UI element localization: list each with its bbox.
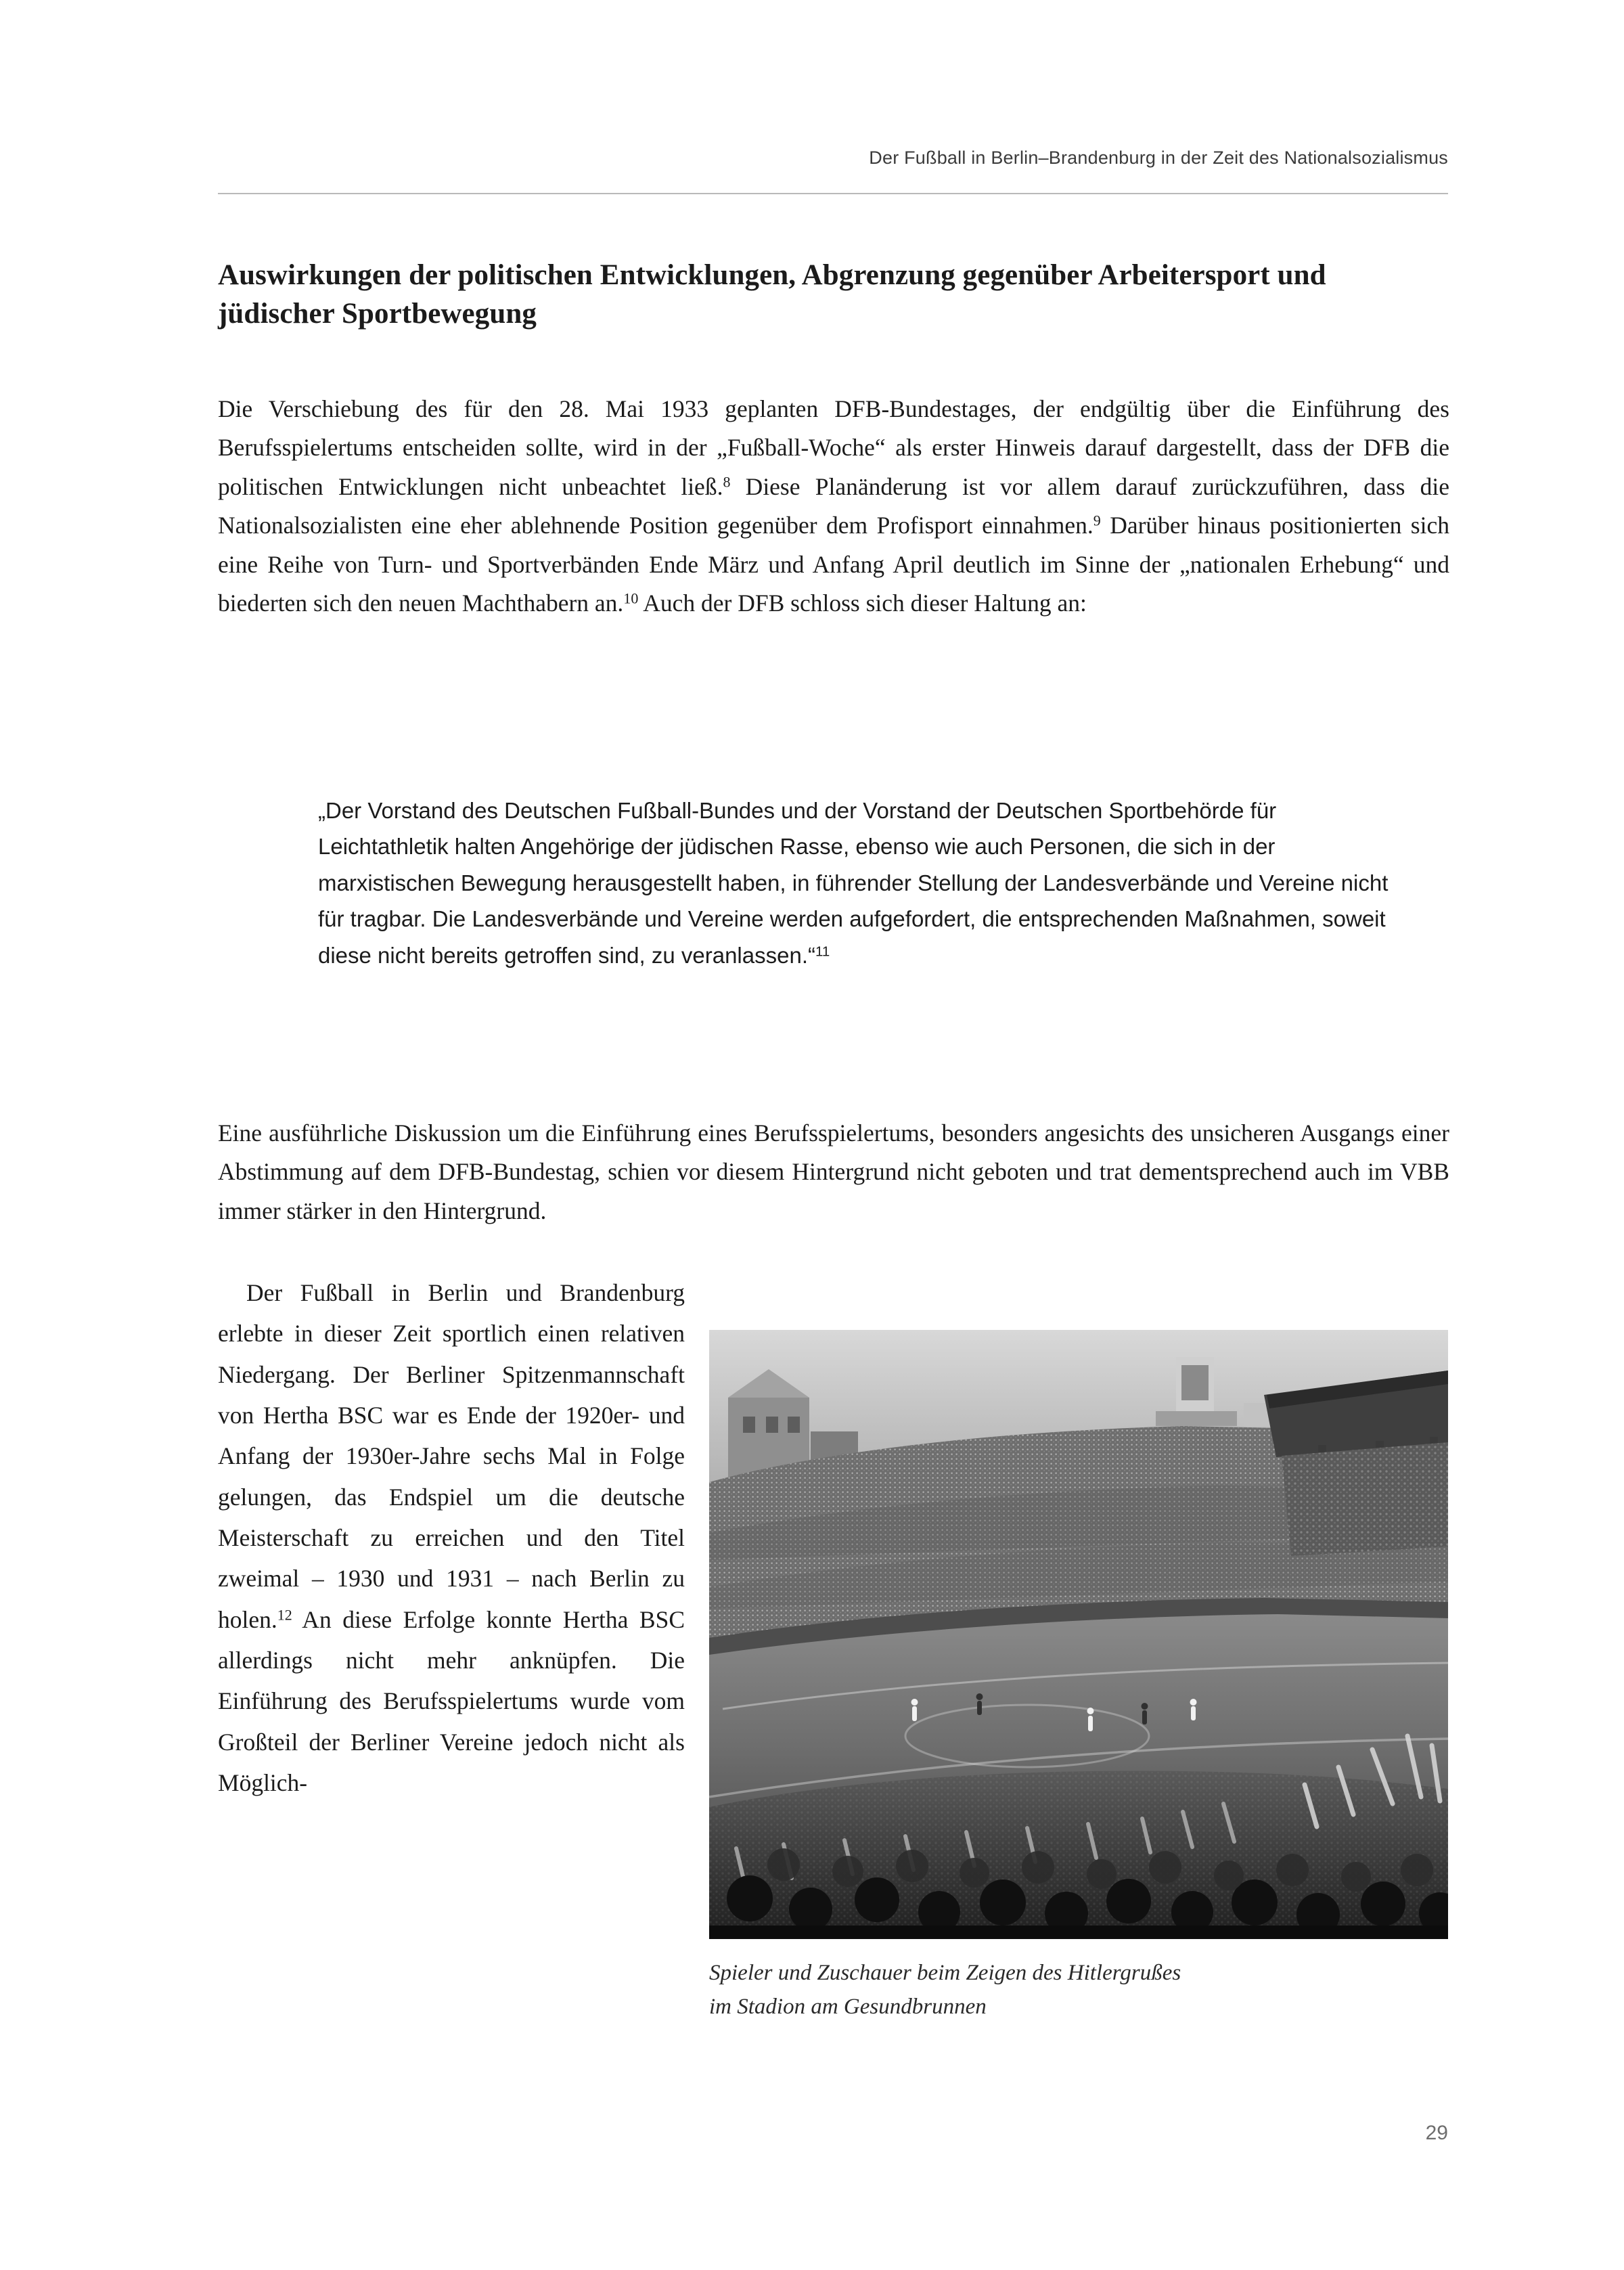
body-paragraph-2: Eine ausführliche Diskussion um die Einführung eines Berufsspielertums, besonders angesichts des unsicheren Ausgangs einer Abstimmung auf dem DFB-Bundestag, schien vor diesem Hintergrund nicht geboten und trat dementsprechend auch im VBB immer stärker in den Hintergrund. <box>218 1119 1449 1224</box>
footnote-ref-9: 9 <box>1093 512 1101 529</box>
header-rule <box>218 193 1448 194</box>
footnote-ref-12: 12 <box>277 1606 292 1624</box>
stadium-photograph <box>709 1330 1448 1939</box>
paragraph-1-segment-b: Diese Planänderung ist vor allem darauf zurückzuführen, dass die Nationalsozialisten eine eher ablehnende Position gegenüber dem Profisport einnahmen. <box>218 472 1449 539</box>
page-number: 29 <box>1425 2122 1448 2144</box>
running-head: Der Fußball in Berlin–Brandenburg in der Zeit des Nationalsozialismus <box>869 148 1448 168</box>
footnote-ref-10: 10 <box>623 589 639 607</box>
figure-caption-line-2: im Stadion am Gesundbrunnen <box>709 1994 987 2019</box>
left-column-segment-a: Der Fußball in Berlin und Brandenburg erlebte in dieser Zeit sportlich einen relativen Niedergang. Der Berliner Spitzenmannschaft von Hertha BSC war es Ende der 1920er- und Anfang der 1930er-Jahre sechs Mal in Folge gelungen, das Endspiel um die deutsche Meisterschaft zu erreichen und den Titel zweimal – 1930 und 1931 – nach Berlin zu holen. <box>218 1279 685 1633</box>
body-paragraph-1 <box>218 390 1449 623</box>
photo-illustration <box>709 1330 1448 1939</box>
footnote-ref-8: 8 <box>723 473 731 491</box>
page-title: Auswirkungen der politischen Entwicklungen, Abgrenzung gegenüber Arbeitersport und jüdischer Sportbewegung <box>218 259 1326 330</box>
left-column-segment-b: An diese Erfolge konnte Hertha BSC allerdings nicht mehr anknüpfen. Die Einführung des Berufsspielertums wurde vom Großteil der Berliner Vereine jedoch nicht als Möglich- <box>218 1605 685 1797</box>
figure-caption-line-1: Spieler und Zuschauer beim Zeigen des Hitlergrußes <box>709 1961 1181 1985</box>
figure <box>709 1330 1448 2024</box>
footnote-ref-11: 11 <box>815 943 830 960</box>
block-quote-text: „Der Vorstand des Deutschen Fußball-Bundes und der Vorstand der Deutschen Sportbehörde für Leichtathletik halten Angehörige der jüdischen Rasse, ebenso wie auch Personen, die sich in der marxistischen Bewegung herausgestellt haben, in führender Stellung der Landesverbände und Vereine nicht für tragbar. Die Landesverbände und Vereine werden aufgefordert, die entsprechenden Maßnahmen, soweit diese nicht bereits getroffen sind, zu veranlassen.“ <box>318 798 1389 968</box>
figure-caption <box>709 1957 1448 2024</box>
paragraph-1-segment-c: Darüber hinaus positionierten sich eine Reihe von Turn- und Sportverbänden Ende März und Anfang April deutlich im Sinne der „nationalen Erhebung“ und biederten sich den neuen Machthabern an. <box>218 512 1449 617</box>
block-quote <box>318 793 1401 973</box>
paragraph-1-segment-d: Auch der DFB schloss sich dieser Haltung an: <box>638 589 1087 617</box>
left-column-paragraph <box>218 1272 685 1803</box>
paragraph-1-segment-a: Die Verschiebung des für den 28. Mai 1933 geplanten DFB-Bundestages, der endgültig über die Einführung des Berufsspielertums entscheiden sollte, wird in der „Fußball-Woche“ als erster Hinweis darauf dargestellt, dass der DFB die politischen Entwicklungen nicht unbeachtet ließ. <box>218 395 1449 500</box>
